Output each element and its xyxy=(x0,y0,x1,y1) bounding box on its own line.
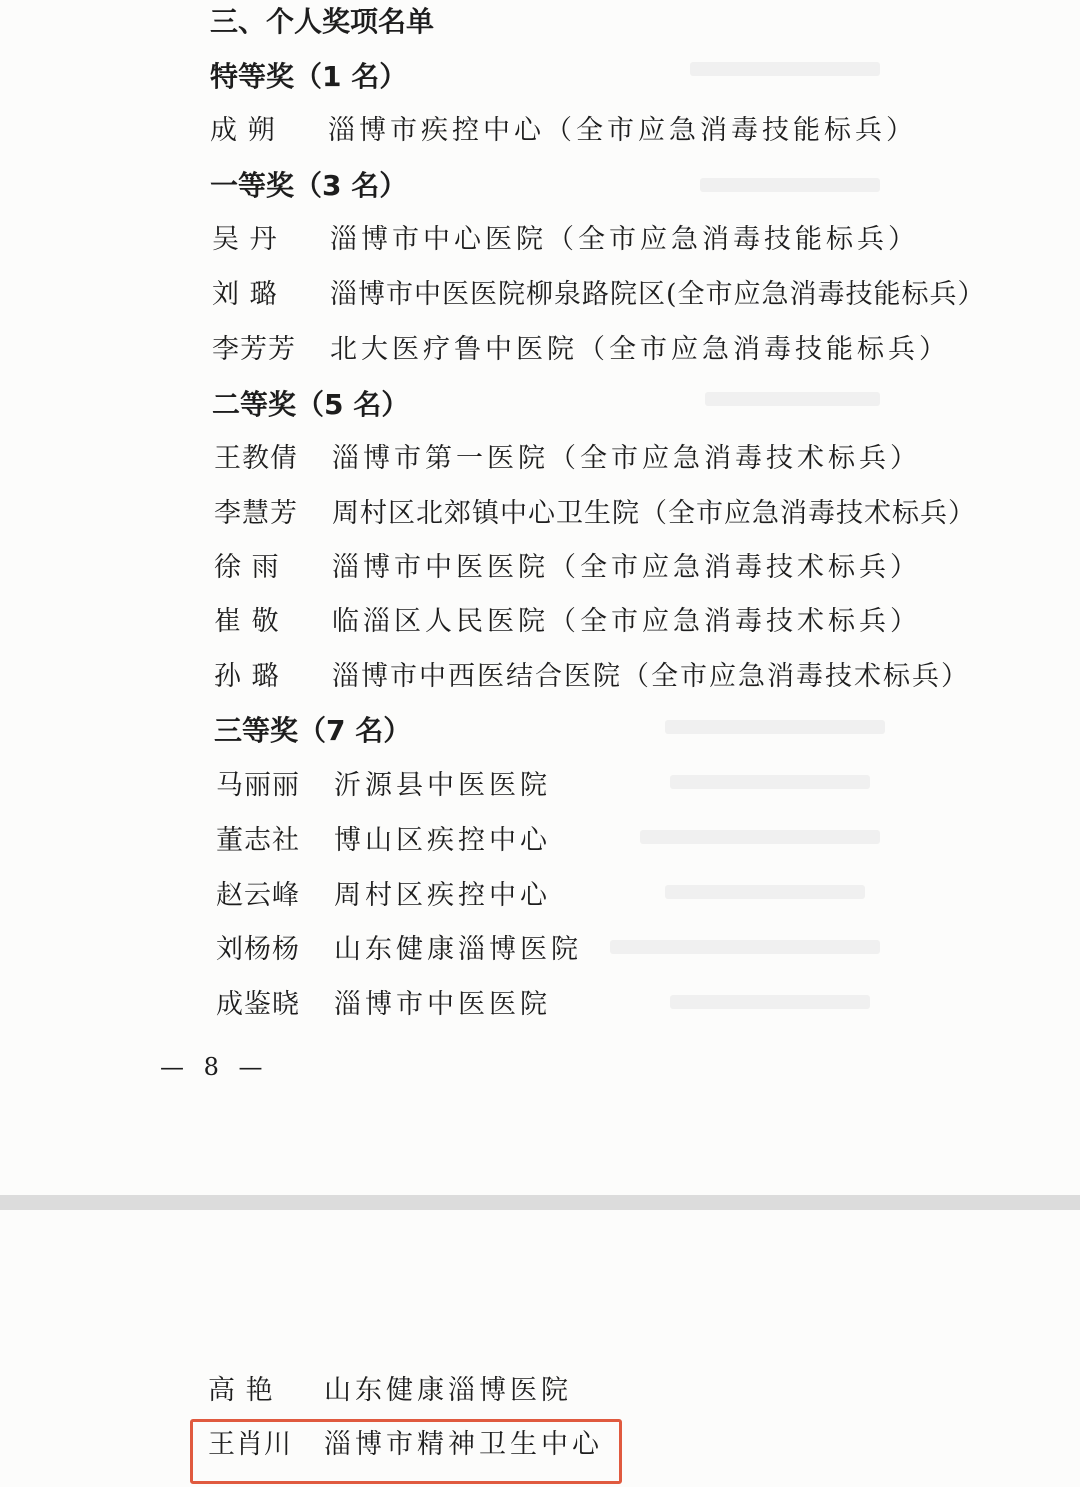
bleed-through-mark xyxy=(670,995,870,1009)
award-entry xyxy=(214,497,976,531)
organization: 山东健康淄博医院 xyxy=(324,1375,572,1406)
award-entry xyxy=(212,223,919,257)
bleed-through-mark xyxy=(670,775,870,789)
person-name: 马丽丽 xyxy=(216,770,300,801)
award-heading-special: 特等奖（1 名） xyxy=(210,60,408,93)
award-entry xyxy=(208,1374,572,1408)
award-heading-second: 二等奖（5 名） xyxy=(212,388,410,421)
organization: 淄博市中西医结合医院（全市应急消毒技术标兵） xyxy=(332,661,970,692)
award-entry xyxy=(216,879,551,913)
award-entry xyxy=(212,278,986,312)
bleed-through-mark xyxy=(665,720,885,734)
award-entry xyxy=(214,442,921,476)
page-separator xyxy=(0,1195,1080,1210)
bleed-through-mark xyxy=(690,62,880,76)
organization: 淄博市中心医院（全市应急消毒技能标兵） xyxy=(330,224,919,255)
bleed-through-mark xyxy=(610,940,880,954)
bleed-through-mark xyxy=(700,178,880,192)
organization: 淄博市疾控中心（全市应急消毒技能标兵） xyxy=(328,115,917,146)
award-entry xyxy=(214,551,921,585)
section-title: 三、个人奖项名单 xyxy=(210,5,435,38)
person-name: 刘杨杨 xyxy=(216,934,300,965)
organization: 沂源县中医医院 xyxy=(334,770,551,801)
award-entry xyxy=(212,333,950,367)
person-name: 吴 丹 xyxy=(212,224,278,255)
person-name: 崔 敬 xyxy=(214,606,280,637)
award-entry xyxy=(214,605,921,639)
bleed-through-mark xyxy=(640,830,880,844)
person-name: 徐 雨 xyxy=(214,552,280,583)
award-entry xyxy=(216,988,551,1022)
organization: 淄博市中医医院柳泉路院区(全市应急消毒技能标兵） xyxy=(330,279,986,310)
award-entry xyxy=(216,933,582,967)
person-name: 刘 璐 xyxy=(212,279,278,310)
organization: 淄博市第一医院（全市应急消毒技术标兵） xyxy=(332,443,921,474)
page-number: — 8 — xyxy=(160,1053,269,1081)
person-name: 成鉴晓 xyxy=(216,989,300,1020)
organization: 北大医疗鲁中医院（全市应急消毒技能标兵） xyxy=(330,334,950,365)
award-heading-first: 一等奖（3 名） xyxy=(210,169,408,202)
organization: 淄博市中医医院 xyxy=(334,989,551,1020)
bleed-through-mark xyxy=(705,392,880,406)
bleed-through-mark xyxy=(665,885,865,899)
organization: 博山区疾控中心 xyxy=(334,825,551,856)
person-name: 赵云峰 xyxy=(216,880,300,911)
person-name: 王肖川 xyxy=(208,1429,292,1460)
person-name: 李芳芳 xyxy=(212,334,296,365)
organization: 山东健康淄博医院 xyxy=(334,934,582,965)
organization: 周村区疾控中心 xyxy=(334,880,551,911)
award-entry xyxy=(214,660,970,694)
award-heading-third: 三等奖（7 名） xyxy=(214,714,412,747)
person-name: 孙 璐 xyxy=(214,661,280,692)
organization: 临淄区人民医院（全市应急消毒技术标兵） xyxy=(332,606,921,637)
person-name: 李慧芳 xyxy=(214,498,298,529)
person-name: 王教倩 xyxy=(214,443,298,474)
highlight-box xyxy=(190,1419,622,1484)
organization: 周村区北郊镇中心卫生院（全市应急消毒技术标兵） xyxy=(332,498,976,529)
award-entry xyxy=(216,769,551,803)
person-name: 高 艳 xyxy=(208,1375,274,1406)
person-name: 成 朔 xyxy=(210,115,276,146)
organization: 淄博市精神卫生中心 xyxy=(324,1429,603,1460)
person-name: 董志社 xyxy=(216,825,300,856)
award-entry xyxy=(216,824,551,858)
award-entry xyxy=(210,114,917,148)
organization: 淄博市中医医院（全市应急消毒技术标兵） xyxy=(332,552,921,583)
